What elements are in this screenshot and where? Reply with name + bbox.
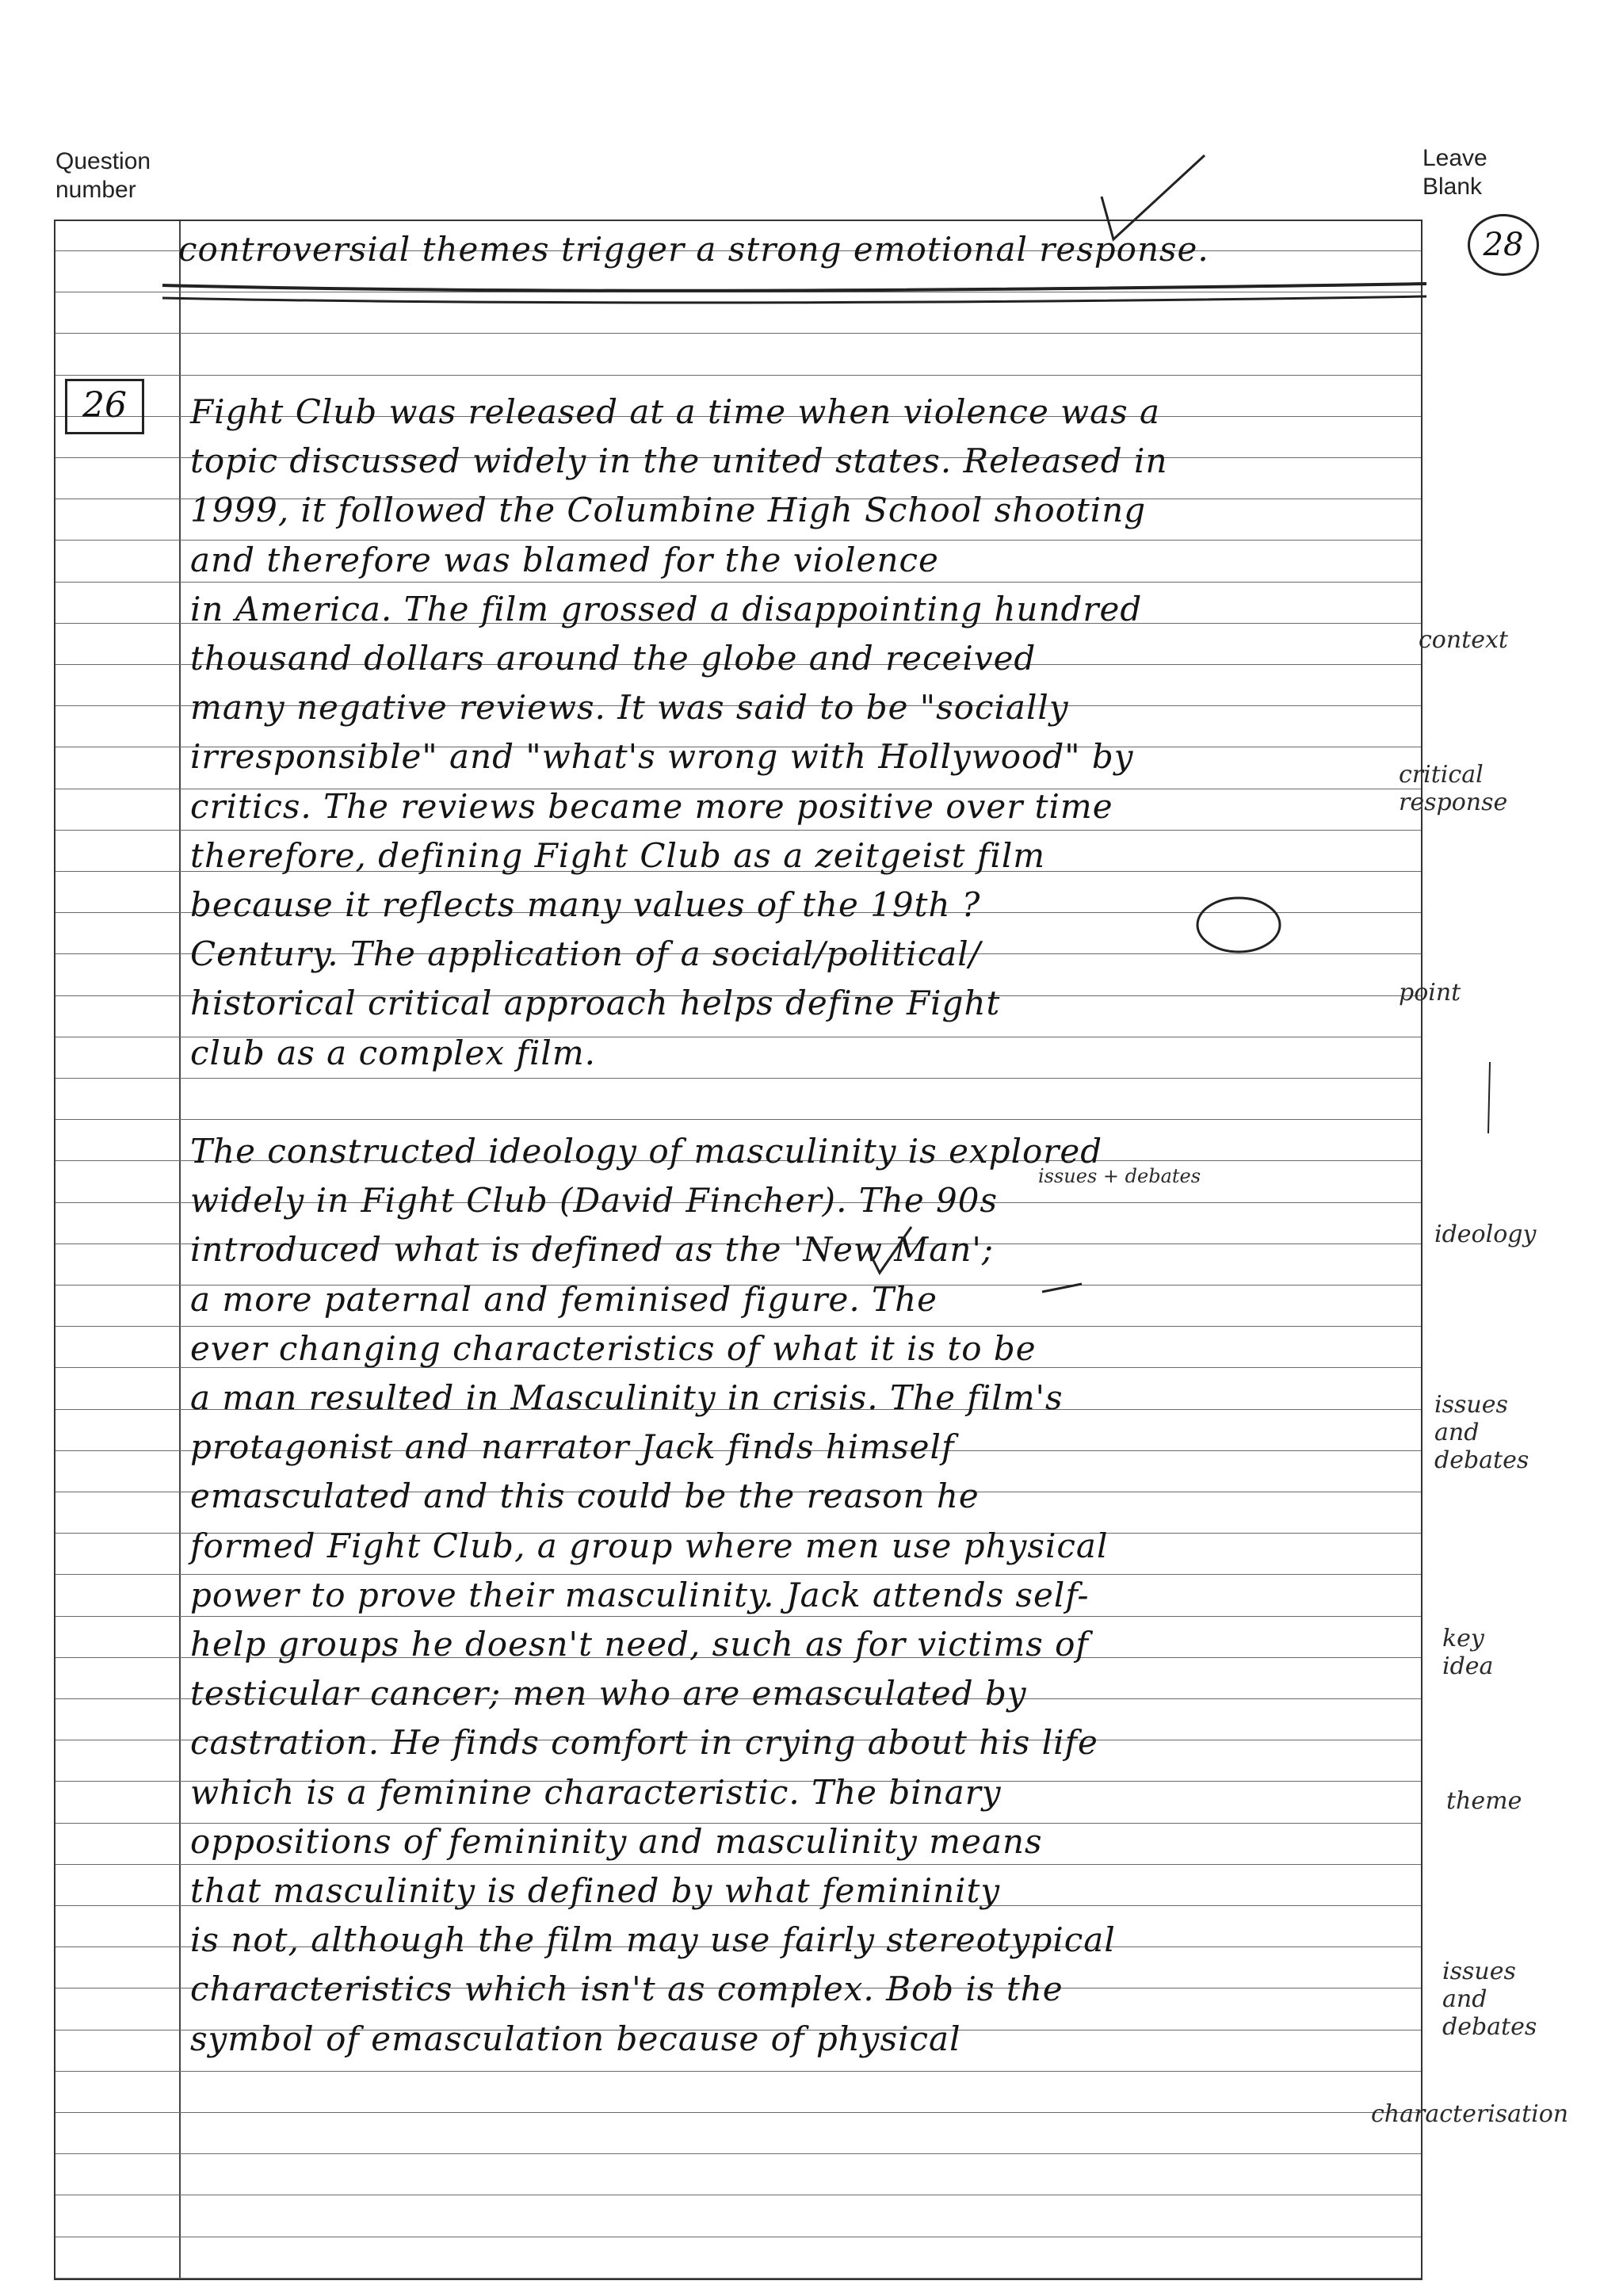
margin-note: context — [1419, 626, 1508, 654]
margin-note: issues + debates — [1038, 1165, 1201, 1187]
essay-line: emasculated and this could be the reason he — [190, 1477, 980, 1516]
margin-note: ideology — [1434, 1221, 1537, 1248]
leave-blank-label — [1423, 144, 1581, 201]
margin-note: point — [1399, 979, 1461, 1007]
score-circle: 28 — [1468, 214, 1539, 276]
ruled-line — [55, 375, 1421, 376]
essay-line: that masculinity is defined by what femininity — [190, 1871, 1001, 1910]
essay-line: oppositions of femininity and masculinity means — [190, 1821, 1043, 1861]
margin-note: key idea — [1442, 1625, 1494, 1680]
ruled-line — [55, 2112, 1421, 2113]
essay-line: The constructed ideology of masculinity is explored — [190, 1132, 1103, 1171]
leave-label-line-2: Blank — [1423, 174, 1483, 200]
ruled-line — [55, 1119, 1421, 1120]
essay-line: a man resulted in Masculinity in crisis. The film's — [190, 1378, 1064, 1417]
essay-line: Century. The application of a social/political/ — [190, 934, 981, 974]
ruled-line — [55, 333, 1421, 334]
ruled-line — [55, 582, 1421, 583]
opening-line: controversial themes trigger a strong emotional response. — [178, 230, 1209, 269]
essay-line: power to prove their masculinity. Jack attends self- — [190, 1575, 1090, 1614]
essay-line: is not, although the film may use fairly stereotypical — [190, 1920, 1116, 1960]
margin-note: critical response — [1399, 761, 1508, 816]
ruled-line — [55, 1864, 1421, 1865]
essay-line: and therefore was blamed for the violence — [190, 540, 939, 579]
ruled-line — [55, 2278, 1421, 2279]
margin-note: theme — [1446, 1787, 1522, 1815]
ruled-line — [55, 2071, 1421, 2072]
ruled-line — [55, 830, 1421, 831]
question-number-column-divider — [179, 221, 181, 2279]
leave-label-line-1: Leave — [1423, 145, 1487, 171]
ruled-line — [55, 1616, 1421, 1617]
essay-line: because it reflects many values of the 19th ? — [190, 885, 981, 924]
essay-line: 1999, it followed the Columbine High School shooting — [190, 491, 1147, 530]
essay-line: symbol of emasculation because of physical — [190, 2019, 961, 2058]
essay-line: a more paternal and feminised figure. The — [190, 1279, 938, 1319]
essay-line: many negative reviews. It was said to be "socially — [190, 688, 1069, 728]
essay-line: critics. The reviews became more positive over time — [190, 786, 1113, 826]
essay-line: topic discussed widely in the united states. Released in — [190, 441, 1168, 481]
margin-note: issues and debates — [1434, 1391, 1529, 1474]
question-number-box: 26 — [65, 379, 144, 434]
essay-line: formed Fight Club, a group where men use physical — [190, 1526, 1109, 1565]
ruled-line — [55, 2153, 1421, 2154]
essay-line: protagonist and narrator Jack finds himself — [190, 1427, 955, 1467]
essay-line: irresponsible" and "what's wrong with Hollywood" by — [190, 737, 1134, 777]
essay-line: castration. He finds comfort in crying about his life — [190, 1723, 1098, 1763]
essay-line: in America. The film grossed a disappointing hundred — [190, 589, 1143, 628]
ruled-line — [55, 1078, 1421, 1079]
essay-line: club as a complex film. — [190, 1033, 597, 1072]
essay-line: characteristics which isn't as complex. Bob is the — [190, 1969, 1064, 2009]
essay-line: therefore, defining Fight Club as a zeitgeist film — [190, 835, 1046, 875]
essay-line: introduced what is defined as the 'New Man'; — [190, 1230, 995, 1270]
question-label-line-2: number — [55, 177, 136, 203]
essay-line: which is a feminine characteristic. The binary — [190, 1772, 1002, 1812]
essay-line: help groups he doesn't need, such as for victims of — [190, 1625, 1089, 1664]
essay-line: widely in Fight Club (David Fincher). The 90s — [190, 1181, 999, 1221]
essay-line: historical critical approach helps define Fight — [190, 984, 1001, 1023]
essay-line: testicular cancer; men who are emasculated by — [190, 1674, 1027, 1713]
margin-note: characterisation — [1371, 2100, 1569, 2128]
margin-note: issues and debates — [1442, 1958, 1537, 2041]
question-number-label — [55, 147, 214, 204]
essay-line: Fight Club was released at a time when violence was a — [190, 392, 1161, 431]
essay-line: thousand dollars around the globe and received — [190, 639, 1037, 678]
ruled-line — [55, 1326, 1421, 1327]
question-label-line-1: Question — [55, 148, 151, 174]
margin-divider-stroke — [1488, 1062, 1490, 1133]
essay-line: ever changing characteristics of what it is to be — [190, 1328, 1037, 1368]
